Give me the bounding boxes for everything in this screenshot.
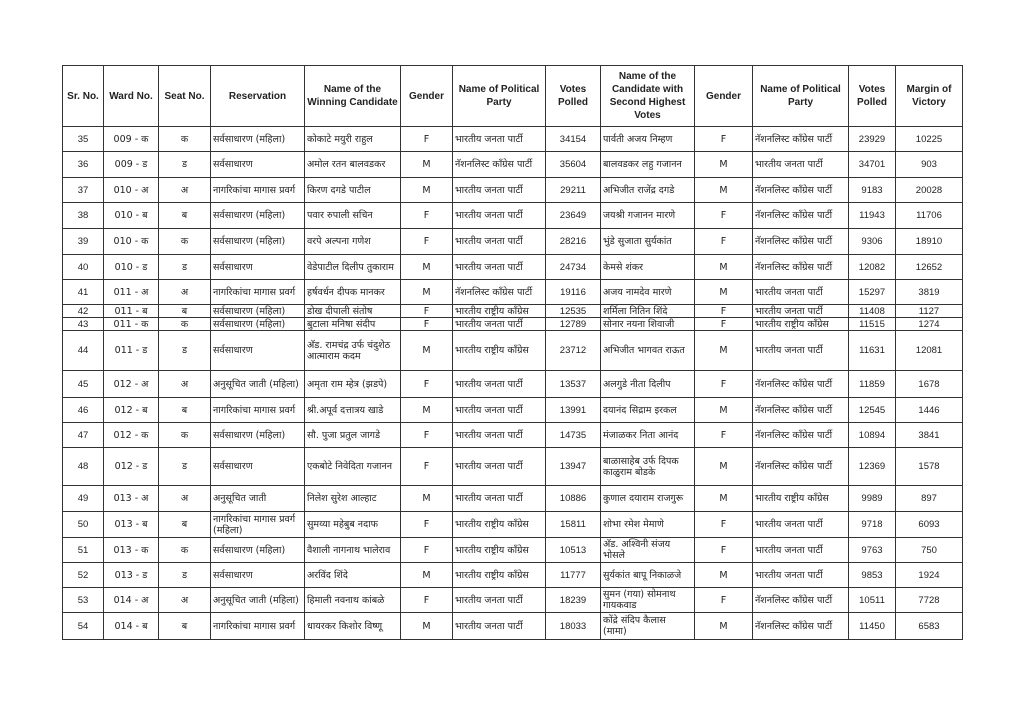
cell-ward-no: 010 - ड <box>104 255 159 280</box>
cell-seat-no: ड <box>159 255 211 280</box>
cell-winner-party: भारतीय जनता पार्टी <box>453 127 546 152</box>
cell-runner-up-votes: 9763 <box>849 538 896 563</box>
cell-seat-no: ड <box>159 331 211 371</box>
cell-sr-no: 53 <box>63 588 104 613</box>
cell-sr-no: 54 <box>63 613 104 640</box>
cell-runner-up-party: नॅशनलिस्ट कॉंग्रेस पार्टी <box>753 127 849 152</box>
cell-seat-no: क <box>159 538 211 563</box>
table-row <box>63 588 963 613</box>
cell-seat-no: ब <box>159 203 211 229</box>
table-row <box>63 280 963 305</box>
cell-winner-name: निलेश सुरेश आल्हाट <box>305 486 401 512</box>
cell-runner-up-votes: 23929 <box>849 127 896 152</box>
cell-runner-up-votes: 15297 <box>849 280 896 305</box>
cell-margin: 6583 <box>896 613 963 640</box>
cell-runner-up-gender: F <box>695 305 753 318</box>
cell-runner-up-party: भारतीय जनता पार्टी <box>753 331 849 371</box>
cell-runner-up-name: सुमन (गया) सोमनाथ गायकवाड <box>601 588 695 613</box>
cell-winner-votes: 23649 <box>546 203 601 229</box>
cell-runner-up-party: नॅशनलिस्ट कॉंग्रेस पार्टी <box>753 398 849 423</box>
cell-ward-no: 012 - क <box>104 423 159 448</box>
cell-reservation: नागरिकांचा मागास प्रवर्ग <box>211 398 305 423</box>
cell-reservation: सर्वसाधारण <box>211 255 305 280</box>
cell-reservation: नागरिकांचा मागास प्रवर्ग <box>211 613 305 640</box>
cell-ward-no: 009 - क <box>104 127 159 152</box>
cell-margin: 11706 <box>896 203 963 229</box>
cell-winner-gender: F <box>401 512 453 538</box>
cell-runner-up-votes: 11631 <box>849 331 896 371</box>
table-row <box>63 398 963 423</box>
cell-ward-no: 010 - क <box>104 229 159 255</box>
cell-margin: 18910 <box>896 229 963 255</box>
cell-runner-up-party: नॅशनलिस्ट कॉंग्रेस पार्टी <box>753 448 849 486</box>
cell-runner-up-name: अ‍ॅड. अश्विनी संजय भोसले <box>601 538 695 563</box>
cell-winner-votes: 28216 <box>546 229 601 255</box>
cell-winner-name: बुटाला मनिषा संदीप <box>305 318 401 331</box>
cell-winner-name: कोकाटे मयुरी राहुल <box>305 127 401 152</box>
cell-seat-no: ड <box>159 152 211 178</box>
cell-ward-no: 014 - ब <box>104 613 159 640</box>
cell-winner-votes: 12789 <box>546 318 601 331</box>
cell-seat-no: अ <box>159 371 211 398</box>
cell-ward-no: 012 - ड <box>104 448 159 486</box>
cell-margin: 3819 <box>896 280 963 305</box>
cell-runner-up-party: नॅशनलिस्ट कॉंग्रेस पार्टी <box>753 229 849 255</box>
cell-margin: 3841 <box>896 423 963 448</box>
cell-runner-up-name: अभिजीत राजेंद्र दगडे <box>601 178 695 203</box>
cell-runner-up-party: भारतीय जनता पार्टी <box>753 152 849 178</box>
table-row <box>63 486 963 512</box>
cell-winner-votes: 18033 <box>546 613 601 640</box>
cell-seat-no: ब <box>159 613 211 640</box>
cell-runner-up-gender: M <box>695 178 753 203</box>
cell-winner-party: भारतीय जनता पार्टी <box>453 423 546 448</box>
cell-runner-up-votes: 12369 <box>849 448 896 486</box>
cell-sr-no: 37 <box>63 178 104 203</box>
table-row <box>63 255 963 280</box>
cell-winner-gender: F <box>401 538 453 563</box>
header-second-party: Name of Political Party <box>753 66 849 127</box>
cell-winner-name: श्री.अपूर्व दत्तात्रय खाडे <box>305 398 401 423</box>
cell-winner-party: भारतीय राष्ट्रीय कॉंग्रेस <box>453 512 546 538</box>
cell-runner-up-party: नॅशनलिस्ट कॉंग्रेस पार्टी <box>753 423 849 448</box>
cell-runner-up-votes: 9718 <box>849 512 896 538</box>
table-row <box>63 448 963 486</box>
cell-winner-party: भारतीय राष्ट्रीय कॉंग्रेस <box>453 305 546 318</box>
cell-runner-up-name: मंजाळकर निता आनंद <box>601 423 695 448</box>
cell-runner-up-gender: M <box>695 280 753 305</box>
cell-winner-votes: 19116 <box>546 280 601 305</box>
cell-runner-up-gender: M <box>695 486 753 512</box>
cell-winner-votes: 10513 <box>546 538 601 563</box>
cell-winner-gender: F <box>401 229 453 255</box>
cell-winner-votes: 13991 <box>546 398 601 423</box>
cell-margin: 6093 <box>896 512 963 538</box>
cell-runner-up-party: भारतीय जनता पार्टी <box>753 280 849 305</box>
cell-seat-no: ब <box>159 305 211 318</box>
cell-runner-up-name: कुणाल दयाराम राजगुरू <box>601 486 695 512</box>
cell-seat-no: अ <box>159 486 211 512</box>
cell-reservation: सर्वसाधारण (महिला) <box>211 229 305 255</box>
cell-runner-up-name: बाळासाहेब उर्फ दिपक काळुराम बोडके <box>601 448 695 486</box>
cell-winner-gender: F <box>401 318 453 331</box>
cell-reservation: सर्वसाधारण <box>211 331 305 371</box>
cell-winner-party: भारतीय जनता पार्टी <box>453 255 546 280</box>
cell-margin: 12652 <box>896 255 963 280</box>
header-second-gender: Gender <box>695 66 753 127</box>
cell-winner-gender: F <box>401 448 453 486</box>
cell-runner-up-party: नॅशनलिस्ट कॉंग्रेस पार्टी <box>753 371 849 398</box>
cell-winner-votes: 12535 <box>546 305 601 318</box>
cell-winner-party: भारतीय राष्ट्रीय कॉंग्रेस <box>453 563 546 588</box>
cell-ward-no: 013 - ड <box>104 563 159 588</box>
cell-winner-name: धायरकर किशोर विष्णू <box>305 613 401 640</box>
cell-seat-no: ब <box>159 512 211 538</box>
cell-runner-up-votes: 11859 <box>849 371 896 398</box>
cell-runner-up-party: भारतीय राष्ट्रीय कॉंग्रेस <box>753 486 849 512</box>
cell-runner-up-votes: 12545 <box>849 398 896 423</box>
table-row <box>63 229 963 255</box>
table-row <box>63 538 963 563</box>
cell-winner-votes: 15811 <box>546 512 601 538</box>
cell-sr-no: 50 <box>63 512 104 538</box>
cell-runner-up-gender: M <box>695 152 753 178</box>
cell-margin: 1678 <box>896 371 963 398</box>
cell-winner-votes: 13947 <box>546 448 601 486</box>
cell-runner-up-name: कोंद्रे संदिप कैलास (मामा) <box>601 613 695 640</box>
cell-runner-up-name: शोभा रमेश मेमाणे <box>601 512 695 538</box>
cell-winner-gender: M <box>401 486 453 512</box>
cell-reservation: सर्वसाधारण (महिला) <box>211 127 305 152</box>
table-row <box>63 563 963 588</box>
cell-runner-up-votes: 10511 <box>849 588 896 613</box>
cell-ward-no: 012 - ब <box>104 398 159 423</box>
cell-runner-up-party: भारतीय जनता पार्टी <box>753 512 849 538</box>
cell-ward-no: 011 - ड <box>104 331 159 371</box>
cell-winner-name: अरविंद शिंदे <box>305 563 401 588</box>
cell-runner-up-votes: 12082 <box>849 255 896 280</box>
cell-ward-no: 011 - क <box>104 318 159 331</box>
cell-ward-no: 010 - अ <box>104 178 159 203</box>
table-row <box>63 127 963 152</box>
cell-seat-no: क <box>159 318 211 331</box>
cell-runner-up-party: नॅशनलिस्ट कॉंग्रेस पार्टी <box>753 178 849 203</box>
cell-sr-no: 40 <box>63 255 104 280</box>
cell-sr-no: 35 <box>63 127 104 152</box>
cell-winner-party: नॅशनलिस्ट कॉंग्रेस पार्टी <box>453 280 546 305</box>
header-ward-no: Ward No. <box>104 66 159 127</box>
cell-margin: 12081 <box>896 331 963 371</box>
cell-runner-up-name: जयश्री गजानन मारणे <box>601 203 695 229</box>
cell-margin: 20028 <box>896 178 963 203</box>
cell-seat-no: क <box>159 229 211 255</box>
cell-sr-no: 47 <box>63 423 104 448</box>
cell-runner-up-name: सुर्यकांत बापू निकाळजे <box>601 563 695 588</box>
cell-runner-up-name: अलगुडे नीता दिलीप <box>601 371 695 398</box>
cell-margin: 1446 <box>896 398 963 423</box>
header-sr-no: Sr. No. <box>63 66 104 127</box>
cell-seat-no: क <box>159 127 211 152</box>
cell-seat-no: अ <box>159 280 211 305</box>
cell-runner-up-gender: F <box>695 512 753 538</box>
cell-reservation: नागरिकांचा मागास प्रवर्ग <box>211 280 305 305</box>
cell-runner-up-votes: 11450 <box>849 613 896 640</box>
cell-winner-party: भारतीय जनता पार्टी <box>453 613 546 640</box>
table-row <box>63 152 963 178</box>
cell-margin: 1924 <box>896 563 963 588</box>
table-row <box>63 305 963 318</box>
cell-reservation: नागरिकांचा मागास प्रवर्ग (महिला) <box>211 512 305 538</box>
cell-sr-no: 46 <box>63 398 104 423</box>
cell-runner-up-votes: 11515 <box>849 318 896 331</box>
cell-reservation: सर्वसाधारण (महिला) <box>211 305 305 318</box>
cell-reservation: अनुसूचित जाती (महिला) <box>211 371 305 398</box>
cell-winner-name: एकबोटे निवेदिता गजानन <box>305 448 401 486</box>
cell-winner-party: भारतीय जनता पार्टी <box>453 318 546 331</box>
cell-runner-up-party: नॅशनलिस्ट कॉंग्रेस पार्टी <box>753 255 849 280</box>
cell-reservation: सर्वसाधारण <box>211 563 305 588</box>
cell-winner-name: सौ. पुजा प्रतुल जागडे <box>305 423 401 448</box>
cell-reservation: सर्वसाधारण (महिला) <box>211 538 305 563</box>
cell-margin: 903 <box>896 152 963 178</box>
cell-winner-name: डोख दीपाली संतोष <box>305 305 401 318</box>
cell-runner-up-votes: 9853 <box>849 563 896 588</box>
table-row <box>63 613 963 640</box>
cell-ward-no: 011 - ब <box>104 305 159 318</box>
cell-winner-votes: 18239 <box>546 588 601 613</box>
cell-sr-no: 36 <box>63 152 104 178</box>
cell-runner-up-name: भुंडे सुजाता सुर्यकांत <box>601 229 695 255</box>
cell-winner-votes: 13537 <box>546 371 601 398</box>
cell-winner-name: पवार रुपाली सचिन <box>305 203 401 229</box>
table-row <box>63 318 963 331</box>
cell-reservation: नागरिकांचा मागास प्रवर्ग <box>211 178 305 203</box>
cell-seat-no: ड <box>159 563 211 588</box>
cell-runner-up-name: शर्मिला नितिन शिंदे <box>601 305 695 318</box>
cell-winner-party: भारतीय जनता पार्टी <box>453 178 546 203</box>
cell-reservation: सर्वसाधारण <box>211 152 305 178</box>
cell-margin: 750 <box>896 538 963 563</box>
cell-sr-no: 41 <box>63 280 104 305</box>
cell-runner-up-gender: F <box>695 127 753 152</box>
cell-winner-gender: F <box>401 203 453 229</box>
cell-sr-no: 52 <box>63 563 104 588</box>
cell-winner-party: भारतीय राष्ट्रीय कॉंग्रेस <box>453 331 546 371</box>
cell-runner-up-gender: F <box>695 229 753 255</box>
cell-winner-gender: M <box>401 331 453 371</box>
table-row <box>63 178 963 203</box>
table-row <box>63 423 963 448</box>
cell-winner-gender: F <box>401 371 453 398</box>
cell-winner-votes: 23712 <box>546 331 601 371</box>
cell-margin: 897 <box>896 486 963 512</box>
cell-winner-gender: F <box>401 127 453 152</box>
cell-runner-up-name: अभिजीत भागवत राऊत <box>601 331 695 371</box>
cell-runner-up-votes: 11408 <box>849 305 896 318</box>
cell-winner-name: सुमय्या महेबुब नदाफ <box>305 512 401 538</box>
cell-margin: 10225 <box>896 127 963 152</box>
cell-runner-up-votes: 9306 <box>849 229 896 255</box>
cell-winner-name: वैशाली नागनाथ भालेराव <box>305 538 401 563</box>
cell-reservation: सर्वसाधारण <box>211 448 305 486</box>
header-party: Name of Political Party <box>453 66 546 127</box>
cell-winner-party: नॅशनलिस्ट कॉंग्रेस पार्टी <box>453 152 546 178</box>
cell-runner-up-gender: F <box>695 203 753 229</box>
cell-sr-no: 42 <box>63 305 104 318</box>
cell-seat-no: क <box>159 423 211 448</box>
cell-reservation: सर्वसाधारण (महिला) <box>211 423 305 448</box>
header-gender: Gender <box>401 66 453 127</box>
cell-sr-no: 45 <box>63 371 104 398</box>
cell-runner-up-name: दयानंद सिद्राम इरकल <box>601 398 695 423</box>
cell-runner-up-gender: M <box>695 448 753 486</box>
cell-runner-up-votes: 11943 <box>849 203 896 229</box>
cell-winner-name: हिमाली नवनाथ कांबळे <box>305 588 401 613</box>
cell-runner-up-gender: M <box>695 331 753 371</box>
cell-winner-gender: F <box>401 588 453 613</box>
cell-sr-no: 51 <box>63 538 104 563</box>
cell-runner-up-votes: 34701 <box>849 152 896 178</box>
cell-runner-up-name: अजय नामदेव मारणे <box>601 280 695 305</box>
cell-winner-party: भारतीय राष्ट्रीय कॉंग्रेस <box>453 538 546 563</box>
cell-runner-up-party: नॅशनलिस्ट कॉंग्रेस पार्टी <box>753 588 849 613</box>
table-row <box>63 203 963 229</box>
header-row <box>63 66 963 127</box>
election-results-table <box>62 65 963 640</box>
cell-margin: 1578 <box>896 448 963 486</box>
cell-winner-party: भारतीय जनता पार्टी <box>453 398 546 423</box>
cell-winner-gender: M <box>401 255 453 280</box>
cell-runner-up-gender: M <box>695 613 753 640</box>
cell-seat-no: अ <box>159 178 211 203</box>
cell-margin: 1127 <box>896 305 963 318</box>
cell-sr-no: 48 <box>63 448 104 486</box>
header-votes: Votes Polled <box>546 66 601 127</box>
cell-runner-up-party: भारतीय जनता पार्टी <box>753 538 849 563</box>
cell-winner-party: भारतीय जनता पार्टी <box>453 486 546 512</box>
cell-ward-no: 014 - अ <box>104 588 159 613</box>
header-second-candidate: Name of the Candidate with Second Highest Votes <box>601 66 695 127</box>
cell-winner-party: भारतीय जनता पार्टी <box>453 229 546 255</box>
cell-sr-no: 49 <box>63 486 104 512</box>
cell-runner-up-gender: F <box>695 371 753 398</box>
cell-winner-votes: 11777 <box>546 563 601 588</box>
cell-runner-up-party: भारतीय राष्ट्रीय कॉंग्रेस <box>753 318 849 331</box>
cell-runner-up-votes: 9183 <box>849 178 896 203</box>
cell-winner-gender: M <box>401 178 453 203</box>
cell-reservation: सर्वसाधारण (महिला) <box>211 203 305 229</box>
header-second-votes: Votes Polled <box>849 66 896 127</box>
cell-reservation: सर्वसाधारण (महिला) <box>211 318 305 331</box>
cell-ward-no: 011 - अ <box>104 280 159 305</box>
header-winning-candidate: Name of the Winning Candidate <box>305 66 401 127</box>
cell-runner-up-name: पार्वती अजय निम्हण <box>601 127 695 152</box>
header-seat-no: Seat No. <box>159 66 211 127</box>
cell-runner-up-party: भारतीय जनता पार्टी <box>753 305 849 318</box>
cell-winner-votes: 24734 <box>546 255 601 280</box>
cell-runner-up-party: भारतीय जनता पार्टी <box>753 563 849 588</box>
cell-runner-up-gender: F <box>695 318 753 331</box>
cell-runner-up-gender: F <box>695 588 753 613</box>
cell-margin: 1274 <box>896 318 963 331</box>
cell-seat-no: अ <box>159 588 211 613</box>
cell-reservation: अनुसूचित जाती (महिला) <box>211 588 305 613</box>
cell-winner-votes: 10886 <box>546 486 601 512</box>
cell-margin: 7728 <box>896 588 963 613</box>
cell-runner-up-gender: M <box>695 255 753 280</box>
cell-winner-name: हर्षवर्धन दीपक मानकर <box>305 280 401 305</box>
cell-winner-gender: M <box>401 563 453 588</box>
cell-winner-votes: 14735 <box>546 423 601 448</box>
cell-winner-gender: M <box>401 398 453 423</box>
cell-runner-up-votes: 10894 <box>849 423 896 448</box>
cell-ward-no: 010 - ब <box>104 203 159 229</box>
cell-ward-no: 012 - अ <box>104 371 159 398</box>
cell-ward-no: 009 - ड <box>104 152 159 178</box>
header-margin: Margin of Victory <box>896 66 963 127</box>
cell-ward-no: 013 - ब <box>104 512 159 538</box>
cell-runner-up-votes: 9989 <box>849 486 896 512</box>
cell-sr-no: 38 <box>63 203 104 229</box>
cell-winner-gender: F <box>401 423 453 448</box>
cell-runner-up-name: बालवडकर लहु गजानन <box>601 152 695 178</box>
cell-winner-name: अमृता राम म्हेत्र (झडपे) <box>305 371 401 398</box>
cell-winner-gender: F <box>401 305 453 318</box>
cell-winner-party: भारतीय जनता पार्टी <box>453 448 546 486</box>
cell-runner-up-gender: F <box>695 538 753 563</box>
cell-winner-name: अमोल रतन बालवडकर <box>305 152 401 178</box>
cell-seat-no: ब <box>159 398 211 423</box>
cell-seat-no: ड <box>159 448 211 486</box>
cell-winner-name: अ‍ॅड. रामचंद्र उर्फ चंदुशेठ आत्माराम कदम <box>305 331 401 371</box>
cell-winner-name: वेडेपाटील दिलीप तुकाराम <box>305 255 401 280</box>
cell-winner-gender: M <box>401 613 453 640</box>
cell-ward-no: 013 - अ <box>104 486 159 512</box>
cell-runner-up-name: केमसे शंकर <box>601 255 695 280</box>
table-row <box>63 512 963 538</box>
cell-sr-no: 43 <box>63 318 104 331</box>
cell-winner-gender: M <box>401 152 453 178</box>
cell-winner-votes: 34154 <box>546 127 601 152</box>
cell-reservation: अनुसूचित जाती <box>211 486 305 512</box>
cell-runner-up-gender: M <box>695 398 753 423</box>
cell-winner-votes: 29211 <box>546 178 601 203</box>
cell-runner-up-party: नॅशनलिस्ट कॉंग्रेस पार्टी <box>753 203 849 229</box>
cell-winner-gender: M <box>401 280 453 305</box>
cell-winner-party: भारतीय जनता पार्टी <box>453 588 546 613</box>
cell-runner-up-gender: F <box>695 423 753 448</box>
cell-sr-no: 44 <box>63 331 104 371</box>
cell-ward-no: 013 - क <box>104 538 159 563</box>
cell-winner-votes: 35604 <box>546 152 601 178</box>
cell-sr-no: 39 <box>63 229 104 255</box>
table-row <box>63 371 963 398</box>
cell-runner-up-gender: M <box>695 563 753 588</box>
cell-winner-party: भारतीय जनता पार्टी <box>453 371 546 398</box>
cell-winner-name: किरण दगडे पाटील <box>305 178 401 203</box>
cell-winner-name: वरपे अल्पना गणेश <box>305 229 401 255</box>
cell-winner-party: भारतीय जनता पार्टी <box>453 203 546 229</box>
table-row <box>63 331 963 371</box>
cell-runner-up-name: सोनार नयना शिवाजी <box>601 318 695 331</box>
cell-runner-up-party: नॅशनलिस्ट कॉंग्रेस पार्टी <box>753 613 849 640</box>
header-reservation: Reservation <box>211 66 305 127</box>
